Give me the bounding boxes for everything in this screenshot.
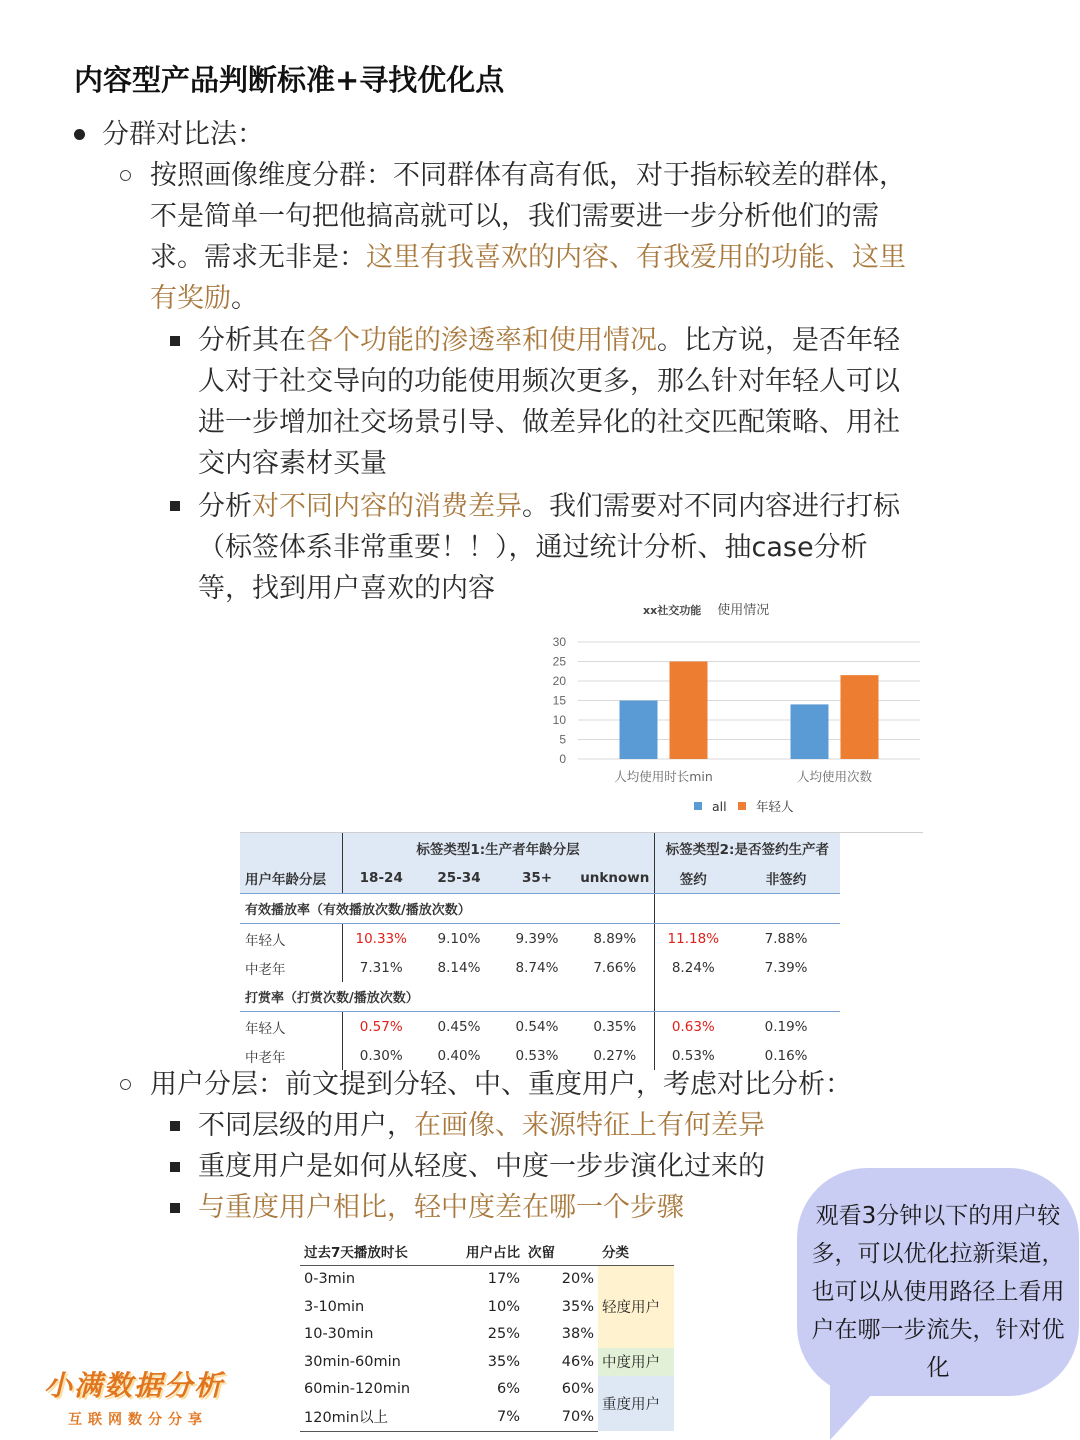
table-cell: 7%	[450, 1403, 524, 1431]
bullet-content-consumption	[198, 486, 900, 609]
table-cell: 46%	[561, 1353, 594, 1370]
bullet-square	[170, 1203, 180, 1213]
bullet-square	[170, 1162, 180, 1172]
text-line: （标签体系非常重要！！），通过统计分析、抽case分析	[198, 532, 868, 563]
x-tick-label: 人均使用次数	[796, 769, 873, 784]
highlight-text: 在画像、来源特征上有何差异	[414, 1110, 765, 1141]
table-cell: 10-30min	[304, 1326, 374, 1343]
table-corner	[240, 833, 342, 863]
bar	[670, 662, 708, 760]
group-header-age: 标签类型1:生产者年龄分层	[342, 833, 654, 863]
sub-item-user-tiers: 用户分层：前文提到分轻、中、重度用户，考虑对比分析：	[150, 1069, 852, 1100]
bar	[791, 704, 829, 759]
text-line: 不是简单一句把他搞高就可以，我们需要进一步分析他们的需	[150, 201, 879, 232]
sub-item-persona-grouping	[150, 155, 906, 319]
bullet-dot	[74, 129, 85, 140]
table-cell: 0.27%	[593, 1047, 637, 1064]
col-header: 过去7天播放时长	[300, 1237, 450, 1265]
legend-swatch	[694, 802, 702, 810]
table-cell: 25%	[487, 1326, 520, 1343]
bullet-square	[170, 501, 180, 511]
chart-bars	[620, 662, 879, 760]
table-cell: 8.89%	[593, 930, 637, 947]
text-line: 有奖励。	[150, 283, 258, 314]
bullet-tier-differences: 不同层级的用户，在画像、来源特征上有何差异	[198, 1110, 765, 1141]
text-line: 等，找到用户喜欢的内容	[198, 573, 495, 604]
page-title: 内容型产品判断标准+寻找优化点	[74, 63, 505, 97]
table-cell: 0.53%	[515, 1047, 559, 1064]
x-tick-label: 人均使用时长min	[614, 769, 713, 784]
highlight-text: 这里有我喜欢的内容、有我爱用的功能、这里	[366, 242, 906, 273]
table-cell: 0.54%	[515, 1018, 559, 1035]
table-row	[240, 1012, 840, 1042]
y-tick-label: 15	[552, 693, 566, 708]
row-header-label: 用户年龄分层	[240, 863, 342, 894]
bubble-line: 观看3分钟以下的用户较	[815, 1203, 1061, 1229]
bubble-line: 多，可以优化拉新渠道，	[811, 1241, 1065, 1267]
table-cell: 10.33%	[342, 924, 420, 954]
table-row	[300, 1265, 674, 1293]
legend-label: all	[712, 799, 727, 814]
group-header-signed: 标签类型2:是否签约生产者	[654, 833, 840, 863]
bullet-ring	[120, 170, 131, 181]
brand-tagline: 互联网数分分享	[68, 1412, 208, 1428]
table-cell: 7.39%	[764, 959, 808, 976]
table-cell: 30min-60min	[304, 1353, 401, 1370]
y-tick-label: 5	[559, 732, 566, 747]
bullet-square	[170, 336, 180, 346]
text-line: 人对于社交导向的功能使用频次更多，那么针对年轻人可以	[198, 366, 900, 397]
text-line: 按照画像维度分群：不同群体有高有低，对于指标较差的群体，	[150, 160, 906, 191]
bullet-feature-penetration	[198, 320, 900, 484]
col-header: 次留	[524, 1237, 598, 1265]
bar	[841, 675, 879, 759]
divider	[240, 832, 923, 833]
table-cell: 9.10%	[437, 930, 481, 947]
table-cell: 0.19%	[764, 1018, 808, 1035]
table-row	[300, 1376, 674, 1404]
table-cell: 0.63%	[654, 1012, 732, 1042]
table-cell: 0.35%	[593, 1018, 637, 1035]
chart-title	[643, 599, 769, 618]
bar	[620, 701, 658, 760]
chart-title-a: xx社交功能	[643, 604, 702, 617]
chart-legend	[694, 799, 794, 814]
table-cell: 11.18%	[654, 924, 732, 954]
table-cell: 38%	[561, 1326, 594, 1343]
table-cell: 10%	[487, 1298, 520, 1315]
table-cell: 0-3min	[304, 1271, 356, 1288]
highlight-text: 各个功能的渗透率和使用情况	[306, 325, 657, 356]
col-header: unknown	[576, 863, 654, 894]
category-mid: 中度用户	[598, 1348, 674, 1376]
chart-title-b: 使用情况	[717, 603, 770, 618]
bullet-square	[170, 1121, 180, 1131]
legend-swatch	[738, 802, 746, 810]
col-header: 非签约	[732, 863, 840, 894]
table-cell: 8.74%	[515, 959, 559, 976]
table-cell: 17%	[487, 1271, 520, 1288]
table-cell: 7.88%	[764, 930, 808, 947]
bullet-ring	[120, 1079, 131, 1090]
bubble-line: 户在哪一步流失，针对优	[811, 1317, 1065, 1343]
table-cell: 0.45%	[437, 1018, 481, 1035]
y-tick-label: 0	[559, 752, 566, 766]
category-heavy: 重度用户	[598, 1376, 674, 1432]
legend-label: 年轻人	[756, 799, 794, 814]
table-cell: 0.40%	[437, 1047, 481, 1064]
table-cell: 9.39%	[515, 930, 559, 947]
text-line: 分析其在各个功能的渗透率和使用情况。比方说，是否年轻	[198, 325, 900, 356]
table-cell: 70%	[524, 1403, 598, 1431]
table-cell: 3-10min	[304, 1298, 365, 1315]
bubble-line: 化	[926, 1355, 950, 1381]
y-tick-label: 30	[552, 635, 566, 649]
table-cell: 8.14%	[437, 959, 481, 976]
col-header: 25-34	[420, 863, 498, 894]
table-cell: 7.31%	[342, 953, 420, 982]
section-label-tip-rate: 打赏率（打赏次数/播放次数）	[240, 982, 654, 1012]
col-header: 分类	[598, 1237, 674, 1265]
table-cell: 20%	[561, 1271, 594, 1288]
col-header: 35+	[498, 863, 576, 894]
row-label: 中老年	[245, 1049, 286, 1066]
text-line: 进一步增加社交场景引导、做差异化的社交匹配策略、用社	[198, 407, 900, 438]
table-cell: 0.53%	[654, 1041, 732, 1070]
table-cell: 8.24%	[654, 953, 732, 982]
table-cell: 0.30%	[342, 1041, 420, 1070]
bubble-line: 也可以从使用路径上看用	[811, 1279, 1065, 1305]
table-cell: 0.16%	[764, 1047, 808, 1064]
table-cell: 35%	[487, 1353, 520, 1370]
table-cell: 6%	[496, 1381, 520, 1398]
row-label: 年轻人	[245, 932, 286, 949]
y-tick-label: 20	[552, 674, 566, 688]
section-heading-grouping: 分群对比法：	[102, 119, 264, 150]
bar-chart	[540, 628, 930, 828]
row-label: 年轻人	[245, 1020, 286, 1037]
col-header: 签约	[654, 863, 732, 894]
content-tag-table	[240, 833, 840, 1070]
col-header: 18-24	[342, 863, 420, 894]
table-cell: 60min-120min	[304, 1381, 411, 1398]
table-row	[240, 924, 840, 954]
bullet-heavy-evolution: 重度用户是如何从轻度、中度一步步演化过来的	[198, 1151, 765, 1182]
table-cell: 60%	[561, 1381, 594, 1398]
highlight-text: 对不同内容的消费差异	[252, 491, 522, 522]
section-label-play-rate: 有效播放率（有效播放次数/播放次数）	[240, 894, 654, 924]
bullet-step-gap: 与重度用户相比，轻中度差在哪一个步骤	[198, 1192, 684, 1223]
text-line: 分析对不同内容的消费差异。我们需要对不同内容进行打标	[198, 491, 900, 522]
category-light: 轻度用户	[598, 1265, 674, 1348]
table-cell: 35%	[561, 1298, 594, 1315]
table-row	[240, 953, 840, 982]
brand-logo: 小满数据分析	[44, 1369, 225, 1402]
text-line: 求。需求无非是：这里有我喜欢的内容、有我爱用的功能、这里	[150, 242, 906, 273]
play-duration-table	[300, 1237, 674, 1432]
table-cell: 7.66%	[593, 959, 637, 976]
table-cell: 0.57%	[342, 1012, 420, 1042]
y-tick-label: 10	[552, 713, 566, 727]
row-label: 中老年	[245, 961, 286, 978]
highlight-text: 有奖励	[150, 283, 231, 314]
table-row	[300, 1348, 674, 1376]
col-header: 用户占比	[450, 1237, 524, 1265]
text-line: 交内容素材买量	[198, 448, 387, 479]
y-tick-label: 25	[552, 654, 566, 669]
speech-bubble-text	[797, 1197, 1079, 1387]
table-cell: 120min以上	[300, 1403, 450, 1431]
